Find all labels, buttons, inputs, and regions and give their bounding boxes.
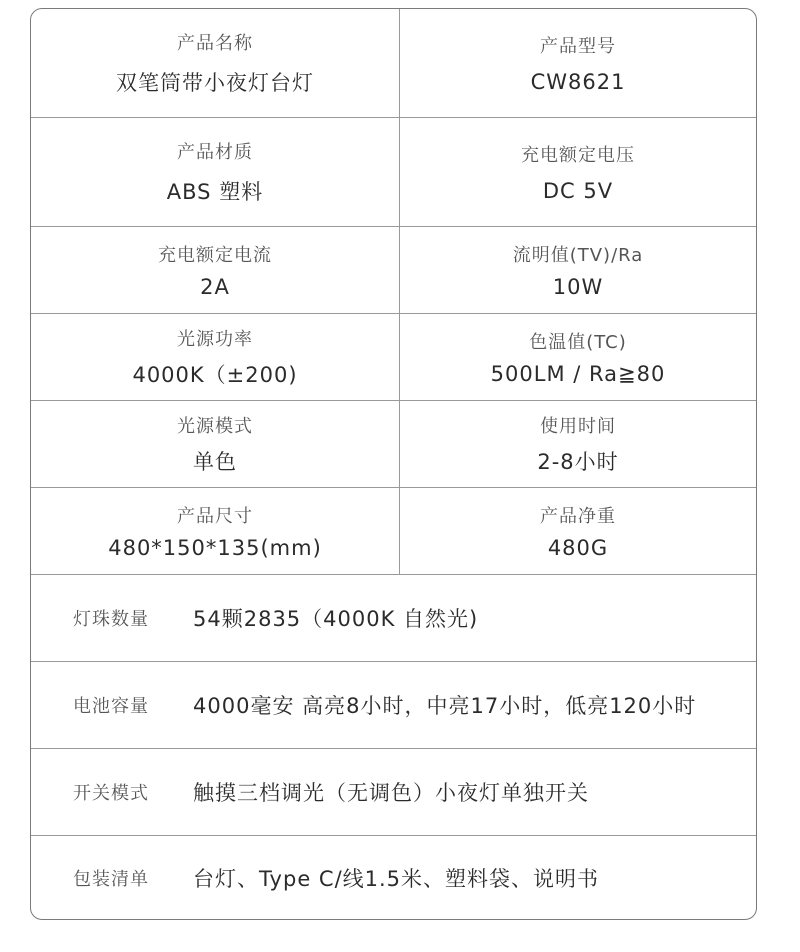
spec-value: ABS 塑料 (166, 180, 264, 204)
spec-cell-usage-time (400, 401, 756, 487)
spec-row-name-model (31, 9, 756, 118)
spec-value: 触摸三档调光（无调色）小夜灯单独开关 (193, 781, 589, 805)
spec-label: 光源功率 (177, 329, 253, 350)
spec-cell-net-weight (400, 488, 756, 574)
spec-label: 产品尺寸 (177, 506, 253, 527)
spec-label: 包装清单 (73, 869, 149, 890)
spec-label: 电池容量 (73, 696, 149, 717)
spec-value: 4000毫安 高亮8小时，中亮17小时，低亮120小时 (193, 694, 697, 718)
spec-cell-lumen (400, 227, 756, 313)
spec-label: 产品名称 (177, 33, 253, 54)
spec-value: 台灯、Type C/线1.5米、塑料袋、说明书 (193, 867, 600, 891)
spec-cell-model (400, 9, 756, 117)
spec-cell-rated-current (31, 227, 400, 313)
spec-value: 4000K（±200) (132, 363, 298, 387)
spec-label: 灯珠数量 (73, 609, 149, 630)
spec-cell-light-mode (31, 401, 400, 487)
spec-row-size-weight (31, 488, 756, 575)
spec-value: 480*150*135(mm) (108, 536, 322, 560)
spec-value: 单色 (193, 450, 237, 474)
spec-row-package (31, 836, 756, 920)
spec-value: 10W (552, 275, 604, 299)
spec-value: DC 5V (542, 179, 614, 203)
spec-cell-rated-voltage (400, 118, 756, 226)
spec-row-current-lumen (31, 227, 756, 314)
spec-row-power-colortemp (31, 314, 756, 401)
spec-row-battery (31, 662, 756, 749)
spec-cell-size (31, 488, 400, 574)
spec-cell-material (31, 118, 400, 226)
spec-row-mode-time (31, 401, 756, 488)
spec-label: 流明值(TV)/Ra (512, 245, 644, 266)
spec-value: 54颗2835（4000K 自然光) (193, 607, 479, 631)
spec-row-material-voltage (31, 118, 756, 227)
spec-label: 使用时间 (540, 416, 616, 437)
spec-table (30, 8, 757, 920)
spec-value: 双笔筒带小夜灯台灯 (116, 71, 314, 95)
spec-cell-light-power (31, 314, 400, 400)
spec-row-led-count (31, 575, 756, 662)
spec-value: CW8621 (530, 70, 626, 94)
spec-label: 光源模式 (177, 416, 253, 437)
spec-value: 2-8小时 (537, 450, 619, 474)
spec-value: 500LM / Ra≧80 (490, 362, 666, 386)
spec-label: 充电额定电压 (521, 145, 635, 166)
spec-label: 色温值(TC) (529, 332, 627, 353)
spec-row-switch-mode (31, 749, 756, 836)
spec-label: 产品净重 (540, 506, 616, 527)
spec-label: 充电额定电流 (158, 245, 272, 266)
spec-label: 开关模式 (73, 783, 149, 804)
spec-value: 2A (200, 275, 230, 299)
spec-cell-color-temp (400, 314, 756, 400)
spec-cell-product-name (31, 9, 400, 117)
spec-value: 480G (547, 536, 609, 560)
spec-label: 产品材质 (177, 142, 253, 163)
spec-label: 产品型号 (540, 36, 616, 57)
